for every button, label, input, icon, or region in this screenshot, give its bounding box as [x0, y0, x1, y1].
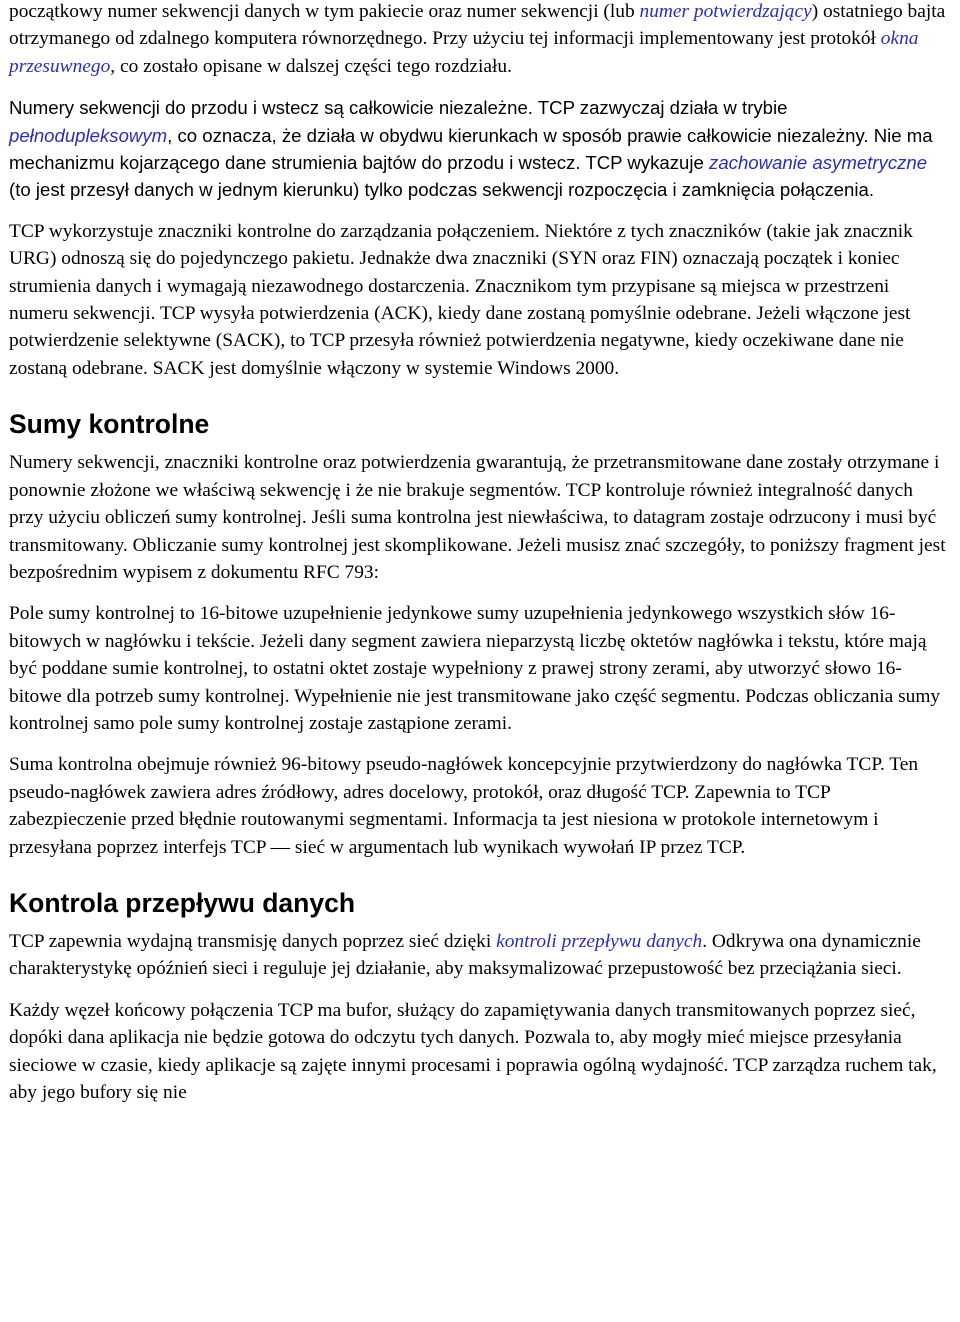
text-run: , co zostało opisane w dalszej części tego rozdziału. — [110, 55, 512, 77]
paragraph-checksum-intro: Numery sekwencji, znaczniki kontrolne oraz potwierdzenia gwarantują, że przetransmitowane dane zostały otrzymane i ponownie złożone we właściwą sekwencję i że nie brakuje segmentów. TCP kontroluje również integralność danych przy użyciu obliczeń sumy kontrolnej. Jeśli suma kontrolna jest niewłaściwa, to datagram zostaje odrzucony i musi być transmitowany. Obliczanie sumy kontrolnej jest skomplikowane. Jeżeli musisz znać szczegóły, to poniższy fragment jest bezpośrednim wypisem z dokumentu RFC 793: — [9, 452, 946, 583]
text-run: ) ostatniego bajta otrzymanego od zdalnego komputera równorzędnego. Przy użyciu tej informacji implementowany jest protokół — [9, 1, 946, 50]
paragraph-rfc-quote: Pole sumy kontrolnej to 16-bitowe uzupełnienie jedynkowe sumy uzupełnienia jedynkowego wszystkich słów 16-bitowych w nagłówku i tekście. Jeżeli dany segment zawiera nieparzystą liczbę oktetów nagłówka i tekstu, które mają być poddane sumie kontrolnej, to ostatni oktet zostaje wypełniony z prawej strony zerami, aby utworzyć słowo 16-bitowe dla potrzeb sumy kontrolnej. Wypełnienie nie jest transmitowane jako część segmentu. Podczas obliczania sumy kontrolnej samo pole sumy kontrolnej zostaje zastąpione zerami. — [9, 603, 941, 734]
paragraph-buffers: Każdy węzeł końcowy połączenia TCP ma bufor, służący do zapamiętywania danych transmitowanych poprzez sieć, dopóki dana aplikacja nie będzie gotowa do odczytu tych danych. Pozwala to, aby mogły mieć miejsce przesyłania sieciowe w czasie, kiedy aplikacje są zajęte innymi procesami i poprawia ogólną wydajność. TCP zarządza ruchem tak, aby jego bufory się nie — [9, 999, 937, 1103]
term-flow-control: kontroli przepływu danych — [496, 930, 703, 952]
term-full-duplex: pełnodupleksowym — [9, 124, 168, 146]
text-run: , co oznacza, że działa w obydwu kierunkach w sposób prawie całkowicie niezależny. Nie ma mechanizmu kojarzącego dane strumienia bajtów do przodu i wstecz. TCP wykazuje — [9, 124, 933, 174]
text-run: początkowy numer sekwencji danych w tym pakiecie oraz numer sekwencji (lub — [9, 1, 640, 22]
paragraph-sequence-numbers — [9, 0, 952, 80]
text-run: (to jest przesył danych w jednym kierunku) tylko podczas sekwencji rozpoczęcia i zamknięcia połączenia. — [9, 179, 874, 201]
paragraph-full-duplex — [9, 94, 952, 204]
text-run: . Odkrywa ona dynamicznie charakterystykę opóźnień sieci i reguluje jej działanie, aby maksymalizować przepustowość bez przeciążania sieci. — [9, 930, 921, 980]
paragraph-pseudo-header: Suma kontrolna obejmuje również 96-bitowy pseudo-nagłówek koncepcyjnie przytwierdzony do nagłówka TCP. Ten pseudo-nagłówek zawiera adres źródłowy, adres docelowy, protokół, oraz długość TCP. Zapewnia to TCP zabezpieczenie przed błędnie routowanymi segmentami. Informacja ta jest niesiona w protokole internetowym i przesyłana poprzez interfejs TCP — sieć w argumentach lub wynikach wywołań IP przez TCP. — [9, 754, 919, 858]
term-acknowledgement-number: numer potwierdzający — [639, 1, 812, 22]
section-heading-checksums: Sumy kontrolne — [9, 409, 210, 440]
paragraph-flow-control — [9, 928, 952, 983]
section-heading-flow-control: Kontrola przepływu danych — [9, 887, 356, 918]
term-asymmetric-behaviour: zachowanie asymetryczne — [709, 152, 928, 174]
text-run: Numery sekwencji do przodu i wstecz są całkowicie niezależne. TCP zazwyczaj działa w trybie — [9, 97, 788, 119]
text-run: TCP zapewnia wydajną transmisję danych poprzez sieć dzięki — [9, 930, 497, 952]
paragraph-control-flags: TCP wykorzystuje znaczniki kontrolne do zarządzania połączeniem. Niektóre z tych znaczników (takie jak znacznik URG) odnoszą się do pojedynczego pakietu. Jednakże dwa znaczniki (SYN oraz FIN) oznaczają początek i koniec strumienia danych i wymagają niezawodnego dostarczenia. Znacznikom tym przypisane są miejsca w przestrzeni numeru sekwencji. TCP wysyła potwierdzenia (ACK), kiedy dane zostaną pomyślnie odebrane. Jeżeli włączone jest potwierdzenie selektywne (SACK), to TCP przesyła również potwierdzenia negatywne, kiedy oczekiwane dane nie zostaną odebrane. SACK jest domyślnie włączony w systemie Windows 2000. — [9, 220, 913, 379]
term-sliding-window: okna przesuwnego — [9, 28, 919, 77]
